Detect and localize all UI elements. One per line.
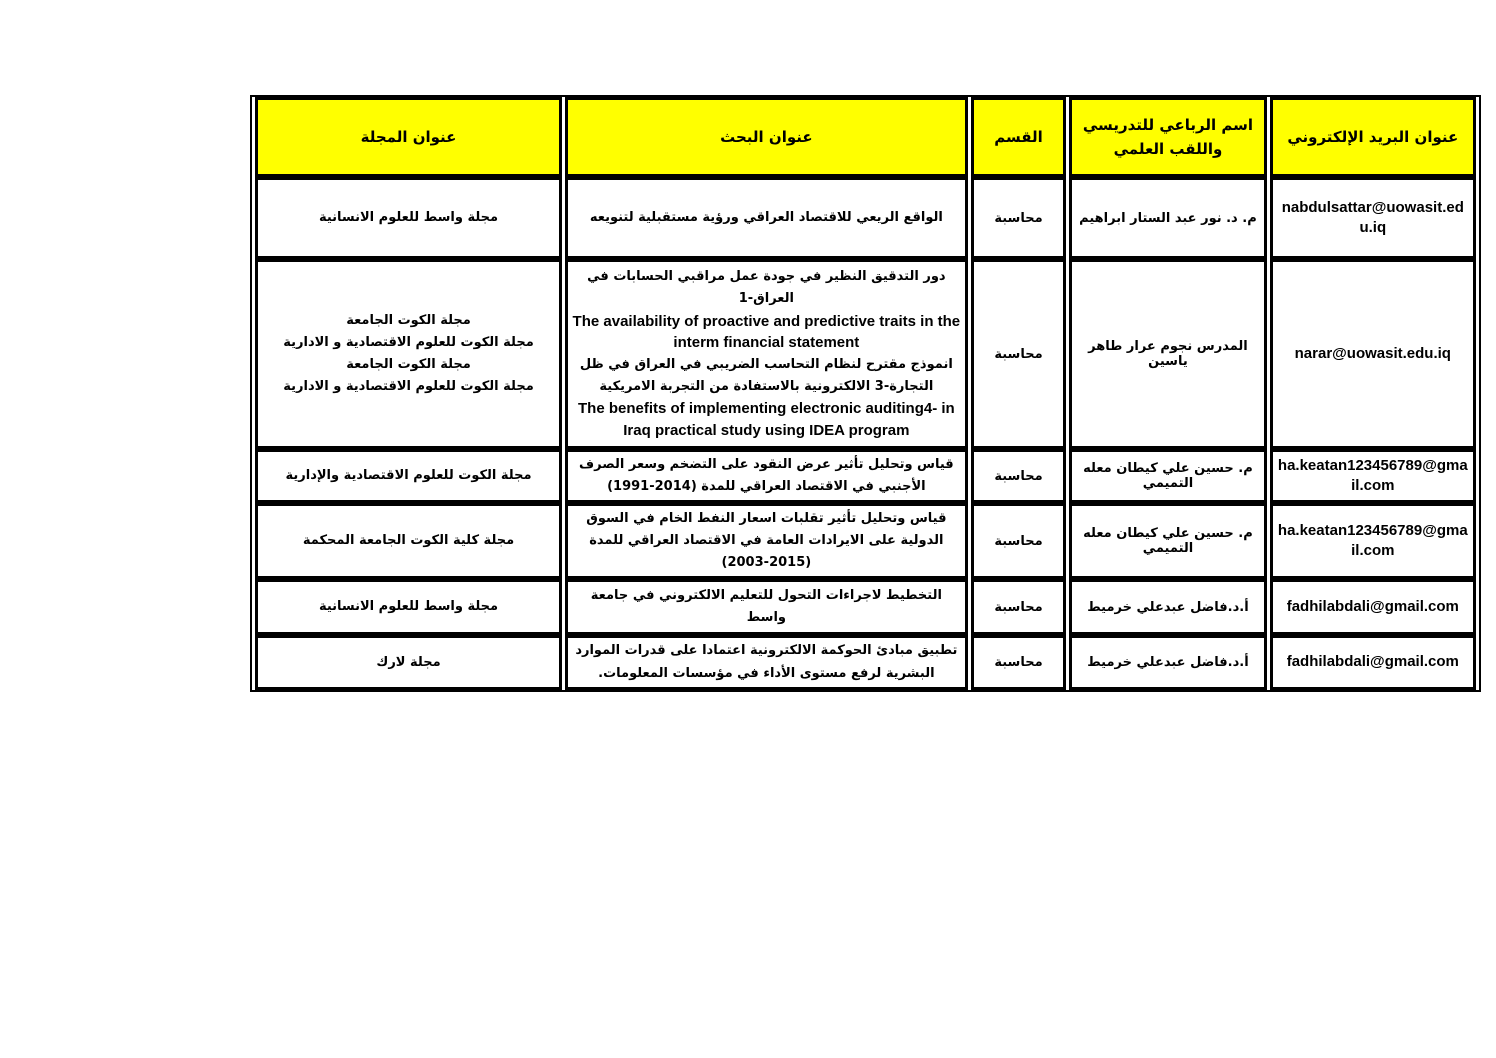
header-journal-title: عنوان المجلة [255,97,562,177]
header-email: عنوان البريد الإلكتروني [1270,97,1476,177]
cell-department: محاسبة [971,259,1067,449]
text-line: The availability of proactive and predictive traits in the interm financial statement [572,312,961,352]
table-row [255,503,1476,579]
text-line: قياس وتحليل تأثير عرض النقود على التضخم وسعر الصرف الأجنبي في الاقتصاد العراقي للمدة (2014-1991) [579,457,954,495]
cell-department: محاسبة [971,579,1067,635]
text-line: مجلة واسط للعلوم الانسانية [318,599,499,615]
cell-journal [255,579,562,635]
text-line: The benefits of implementing electronic auditing4- in Iraq practical study using IDEA program [578,400,955,439]
text-line: انموذج مقترح لنظام التحاسب الضريبي في العراق في ظل التجارة-3 الالكترونية بالاستفادة من التجربة الامريكية [579,357,953,395]
cell-journal [255,259,562,449]
table-row [255,579,1476,635]
text-line: التخطيط لاجراءات التحول للتعليم الالكتروني في جامعة واسط [590,588,942,626]
cell-journal [255,503,562,579]
cell-research [565,503,968,579]
cell-research [565,449,968,503]
header-row [255,97,1476,177]
text-line: مجلة الكوت الجامعة [346,312,471,328]
cell-department: محاسبة [971,635,1067,689]
cell-department: محاسبة [971,177,1067,259]
cell-email: ha.keatan123456789@gmail.com [1270,449,1476,503]
cell-instructor-name: المدرس نجوم عرار طاهر ياسين [1069,259,1266,449]
text-line: مجلة الكوت للعلوم الاقتصادية والإدارية [285,468,532,484]
cell-email: fadhilabdali@gmail.com [1270,635,1476,689]
cell-journal [255,449,562,503]
cell-instructor-name: م. حسين علي كيطان معله التميمي [1069,503,1266,579]
cell-department: محاسبة [971,503,1067,579]
text-line: تطبيق مبادئ الحوكمة الالكترونية اعتمادا على قدرات الموارد البشرية لرفع مستوى الأداء في مؤسسات المعلومات. [575,643,958,681]
text-line: مجلة كلية الكوت الجامعة المحكمة [302,533,515,549]
cell-research [565,177,968,259]
cell-email: ha.keatan123456789@gmail.com [1270,503,1476,579]
cell-email: fadhilabdali@gmail.com [1270,579,1476,635]
text-line: الواقع الريعي للاقتصاد العراقي ورؤية مستقبلية لتنويعه [589,209,943,225]
text-line: مجلة واسط للعلوم الانسانية [318,209,499,225]
cell-research [565,579,968,635]
text-line: قياس وتحليل تأثير تقلبات اسعار النفط الخام في السوق الدولية على الايرادات العامة في الاقتصاد العراقي للمدة (2015-2003) [586,511,947,571]
header-department: القسم [971,97,1067,177]
table-row [255,177,1476,259]
cell-journal [255,635,562,689]
cell-email: nabdulsattar@uowasit.edu.iq [1270,177,1476,259]
text-line: مجلة لارك [376,654,441,670]
publications-table [250,95,1481,692]
table-row [255,449,1476,503]
table-row [255,635,1476,689]
cell-journal [255,177,562,259]
text-line: مجلة الكوت للعلوم الاقتصادية و الادارية [283,334,534,350]
header-research-title: عنوان البحث [565,97,968,177]
cell-research [565,259,968,449]
text-line: دور التدقيق النظير في جودة عمل مراقبي الحسابات في العراق-1 [587,269,946,307]
table-row [255,259,1476,449]
cell-instructor-name: م. حسين علي كيطان معله التميمي [1069,449,1266,503]
cell-instructor-name: أ.د.فاضل عبدعلي خرميط [1069,579,1266,635]
cell-instructor-name: أ.د.فاضل عبدعلي خرميط [1069,635,1266,689]
cell-instructor-name: م. د. نور عبد الستار ابراهيم [1069,177,1266,259]
text-line: مجلة الكوت الجامعة [346,357,471,372]
cell-department: محاسبة [971,449,1067,503]
cell-email: narar@uowasit.edu.iq [1270,259,1476,449]
cell-research [565,635,968,689]
header-instructor-name: اسم الرباعي للتدريسي واللقب العلمي [1069,97,1266,177]
text-line: مجلة الكوت للعلوم الاقتصادية و الادارية [283,379,534,395]
